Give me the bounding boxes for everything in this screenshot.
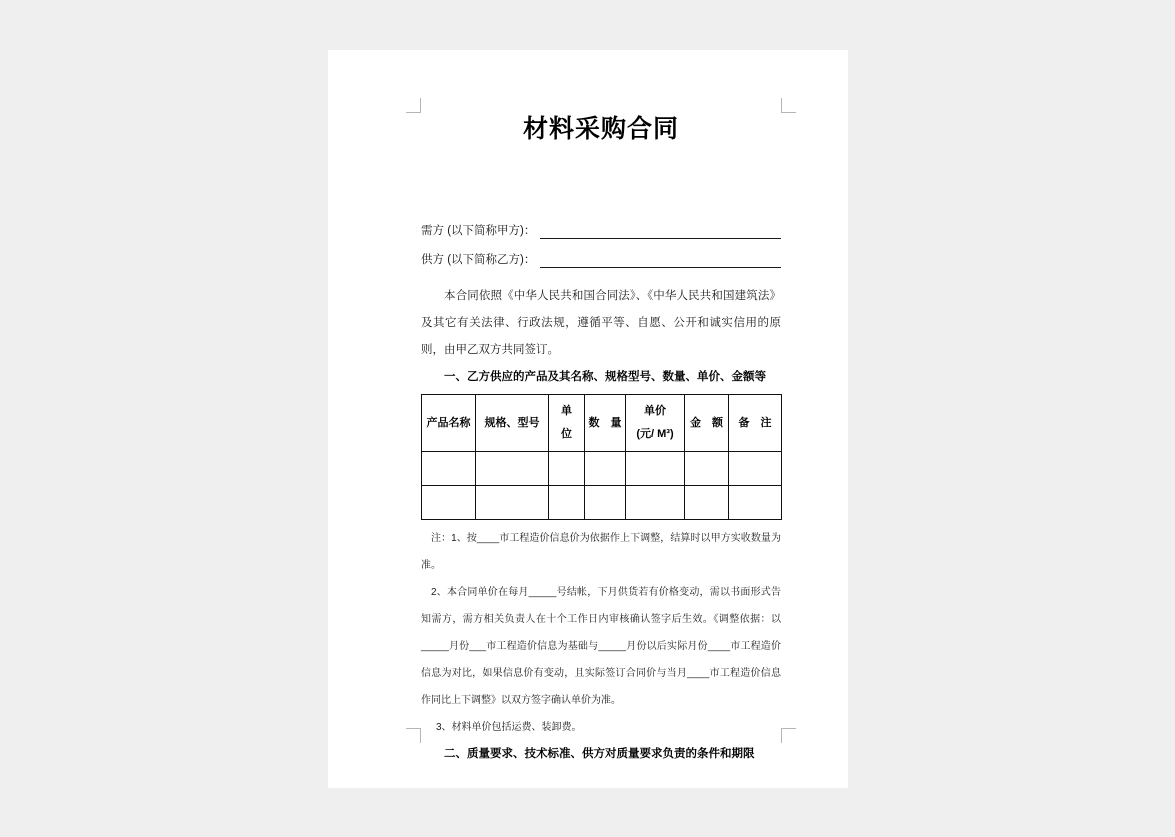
party-block — [421, 210, 781, 268]
supplier-label: 供方 (以下简称乙方)： — [421, 254, 536, 266]
table-cell — [549, 486, 585, 520]
buyer-fill-in-line — [540, 222, 781, 239]
header-label: 规格、型号 — [484, 416, 540, 429]
table-cell — [476, 486, 549, 520]
header-label: 金 额 — [690, 416, 723, 429]
supplier-fill-in-line — [540, 251, 781, 268]
table-cell — [549, 452, 585, 486]
header-spec-model — [476, 395, 549, 452]
notes-block — [421, 525, 781, 741]
party-row-supplier — [421, 239, 781, 268]
crop-mark-top-left — [406, 98, 421, 113]
table-empty-row — [422, 486, 782, 520]
header-label: 单价 — [644, 405, 666, 417]
table-cell — [422, 452, 476, 486]
table-cell — [685, 452, 729, 486]
header-unit — [549, 395, 585, 452]
header-label: (元/ M³) — [636, 428, 674, 440]
intro-paragraph: 本合同依照《中华人民共和国合同法》、《中华人民共和国建筑法》及其它有关法律、行政法规，遵循平等、自愿、公开和诚实信用的原则，由甲乙双方共同签订。 — [421, 290, 781, 356]
table-cell — [626, 452, 685, 486]
table-cell — [585, 486, 626, 520]
crop-mark-bottom-left — [406, 728, 421, 743]
table-cell — [422, 486, 476, 520]
note-paragraph-2: 2、本合同单价在每月_____号结帐，下月供货若有价格变动，需以书面形式告知需方，需方相关负责人在十个工作日内审核确认签字后生效。《调整依据：以_____月份___市工程造价信息为基础与_____月份以后实际月份____市工程造价信息为对比，如果信息价有变动，且实际签订合同价与当月____市工程造价信息作同比上下调整》以双方签字确认单价为准。 — [421, 587, 781, 706]
header-amount — [685, 395, 729, 452]
table-cell — [585, 452, 626, 486]
header-label: 数 量 — [588, 416, 622, 429]
document-page — [328, 50, 848, 788]
header-label: 备 注 — [738, 416, 772, 429]
document-text-area — [421, 113, 781, 760]
table-cell — [729, 486, 782, 520]
header-product-name — [422, 395, 476, 452]
section-2-heading: 二、质量要求、技术标准、供方对质量要求负责的条件和期限 — [444, 748, 755, 760]
products-table — [421, 394, 782, 520]
buyer-label: 需方 (以下简称甲方)： — [421, 225, 536, 237]
party-row-buyer — [421, 210, 781, 239]
header-unit-price — [626, 395, 685, 452]
section-1-heading: 一、乙方供应的产品及其名称、规格型号、数量、单价、金额等 — [444, 371, 766, 383]
header-label: 单 — [561, 405, 572, 417]
header-label: 位 — [561, 428, 572, 440]
crop-mark-top-right — [781, 98, 796, 113]
note-paragraph-3: 3、材料单价包括运费、装卸费。 — [436, 722, 582, 733]
header-remarks — [729, 395, 782, 452]
crop-mark-bottom-right — [781, 728, 796, 743]
document-title: 材料采购合同 — [522, 115, 679, 143]
note-paragraph-1: 注：1、按____市工程造价信息价为依据作上下调整，结算时以甲方实收数量为准。 — [421, 533, 781, 571]
header-quantity — [585, 395, 626, 452]
table-cell — [476, 452, 549, 486]
table-cell — [729, 452, 782, 486]
header-label: 产品名称 — [426, 416, 471, 429]
table-header-row — [422, 395, 782, 452]
table-empty-row — [422, 452, 782, 486]
table-cell — [626, 486, 685, 520]
table-cell — [685, 486, 729, 520]
